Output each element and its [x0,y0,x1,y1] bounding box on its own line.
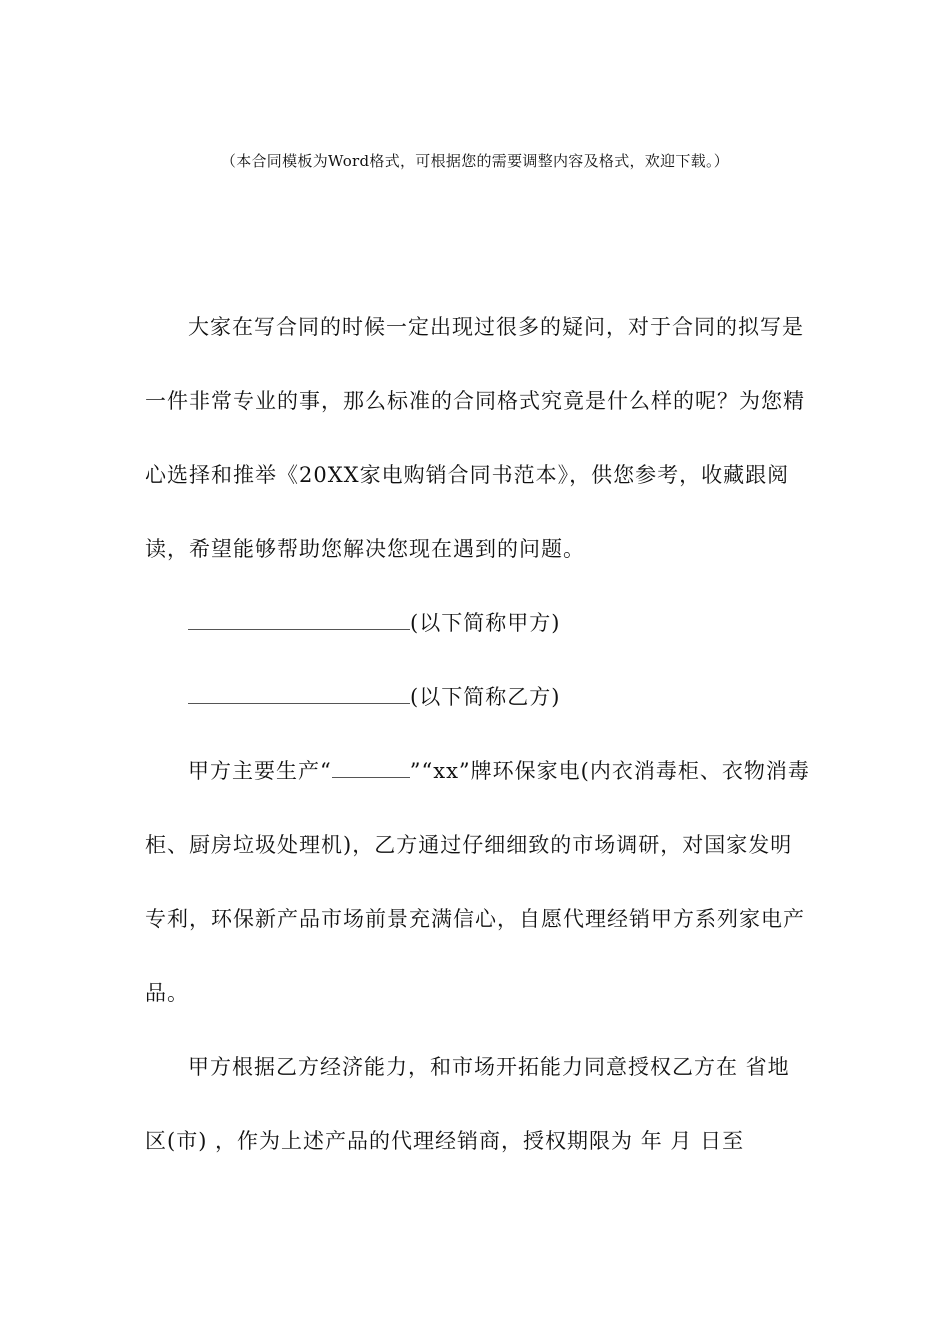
clause-1-after: ”“xx”牌环保家电(内衣消毒柜、衣物消毒柜、厨房垃圾处理机)，乙方通过仔细细致的市场调研，对国家发明专利，环保新产品市场前景充满信心，自愿代理经销甲方系列家电产品。 [145,759,810,1005]
party-a-label: (以下简称甲方) [410,611,561,635]
intro-paragraph: 大家在写合同的时候一定出现过很多的疑问，对于合同的拟写是一件非常专业的事，那么标准的合同格式究竟是什么样的呢？为您精心选择和推举《20XX家电购销合同书范本》，供您参考，收藏跟阅读，希望能够帮助您解决您现在遇到的问题。 [145,315,805,561]
clause-2-paragraph: 甲方根据乙方经济能力，和市场开拓能力同意授权乙方在 省地区(市) ，作为上述产品的代理经销商，授权期限为 年 月 日至 [145,1055,790,1153]
clause-1-paragraph [145,734,810,1030]
party-b-label: (以下简称乙方) [410,685,561,709]
product-blank[interactable] [332,759,410,778]
template-note: （本合同模板为Word格式，可根据您的需要调整内容及格式，欢迎下载。） [220,152,730,170]
party-b-line [145,660,810,734]
document-body [145,290,810,1178]
clause-1-before: 甲方主要生产“ [188,759,332,783]
party-a-line [145,586,810,660]
party-b-blank[interactable] [188,685,410,704]
party-a-blank[interactable] [188,611,410,630]
